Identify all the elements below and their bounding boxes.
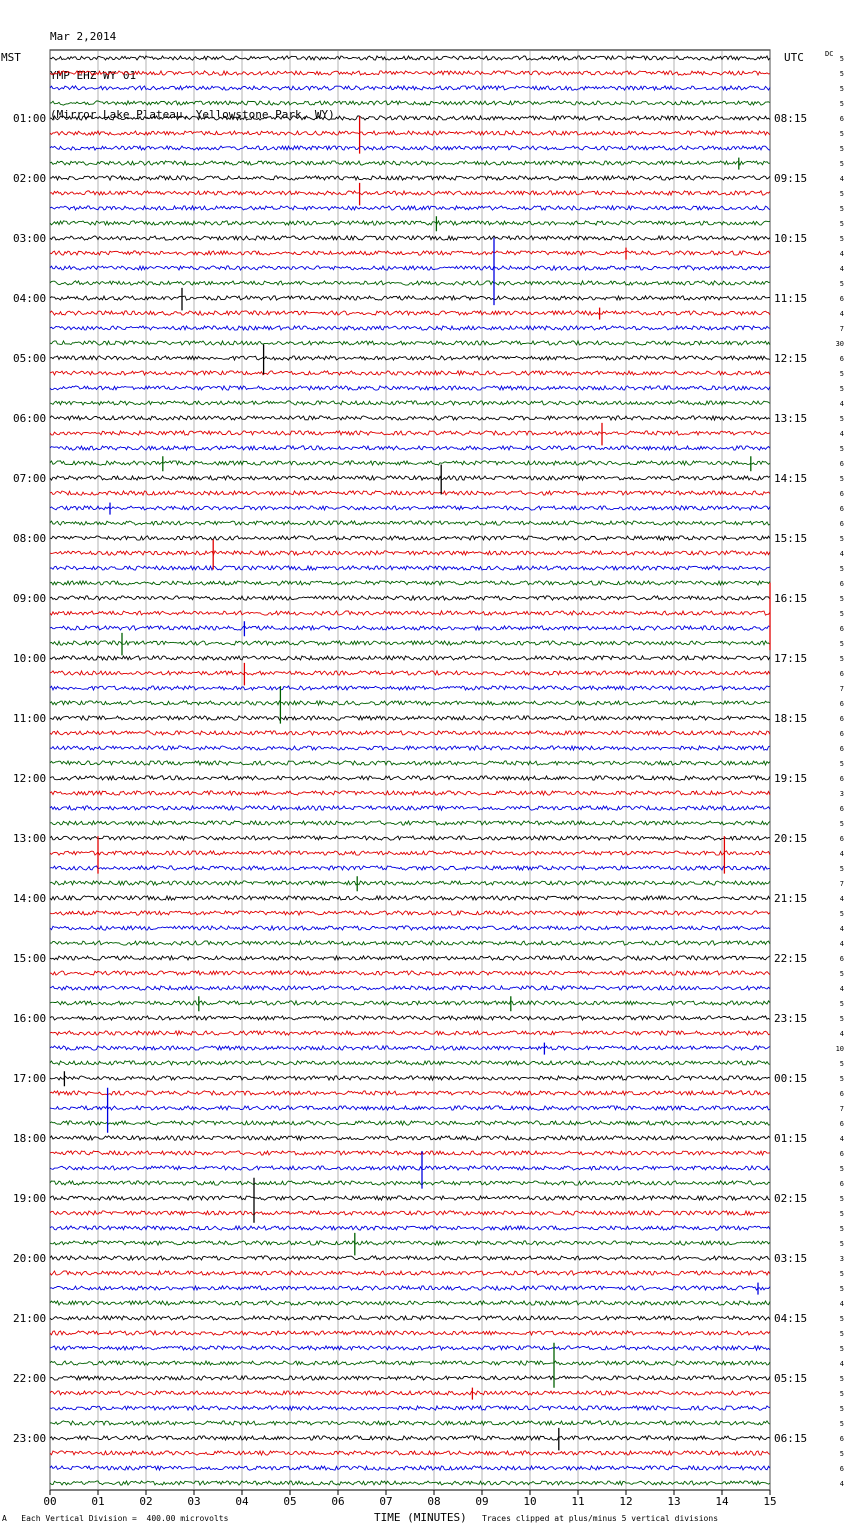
trace-row [50,566,770,570]
left-hour-label: 01:00 [13,112,47,125]
trace-row [50,296,770,300]
right-hour-label: 22:15 [774,952,808,965]
trace-row [50,926,770,930]
row-value-label: 5 [839,130,844,138]
trace-row [50,656,770,660]
trace-row [50,1061,770,1065]
left-hour-label: 10:00 [13,652,47,665]
row-value-label: 5 [839,85,844,93]
row-value-label: 5 [839,1315,844,1323]
trace-row [50,1031,770,1035]
row-value-label: 5 [839,385,844,393]
trace-row [50,176,770,180]
row-value-label: 5 [839,190,844,198]
row-value-label: 5 [839,1330,844,1338]
right-hour-label: 18:15 [774,712,808,725]
footer-scale-text: Each Vertical Division = 400.00 microvolts [21,1514,229,1523]
row-value-label: 30 [835,340,844,348]
trace-row [50,1376,770,1380]
trace-row [50,836,770,840]
row-value-label: 5 [839,1240,844,1248]
left-hour-label: 11:00 [13,712,47,725]
x-tick-label: 04 [235,1495,249,1508]
trace-row [50,1241,770,1245]
trace-row [50,986,770,990]
row-value-label: 5 [839,655,844,663]
row-value-label: 6 [839,805,844,813]
row-value-label: 4 [839,400,844,408]
row-value-label: 6 [839,1090,844,1098]
row-value-label: 6 [839,1120,844,1128]
right-hour-label: 01:15 [774,1132,808,1145]
x-tick-label: 06 [331,1495,345,1508]
right-hour-label: 09:15 [774,172,808,185]
row-value-label: 5 [839,1270,844,1278]
row-value-label: 4 [839,250,844,258]
row-value-label: 6 [839,1180,844,1188]
row-value-label: 5 [839,70,844,78]
left-hour-label: 16:00 [13,1012,47,1025]
trace-row [50,1436,770,1440]
header-station: YMP EHZ WY 01 [50,69,137,82]
x-tick-label: 09 [475,1495,489,1508]
trace-row [50,1331,770,1335]
right-hour-label: 13:15 [774,412,808,425]
row-value-label: 5 [839,1375,844,1383]
trace-row [50,491,770,495]
trace-row [50,86,770,90]
left-hour-label: 05:00 [13,352,47,365]
left-hour-label: 18:00 [13,1132,47,1145]
row-value-label: 4 [839,430,844,438]
left-hour-label: 06:00 [13,412,47,425]
trace-row [50,191,770,195]
trace-row [50,1286,770,1290]
x-tick-label: 02 [139,1495,153,1508]
trace-row [50,1136,770,1140]
row-value-label: 4 [839,175,844,183]
right-hour-label: 00:15 [774,1072,808,1085]
row-value-label: 5 [839,1420,844,1428]
trace-row [50,971,770,975]
x-tick-label: 00 [43,1495,57,1508]
trace-row [50,1316,770,1320]
trace-row [50,1226,770,1230]
row-value-label: 3 [839,1255,844,1263]
left-hour-label: 19:00 [13,1192,47,1205]
right-hour-label: 21:15 [774,892,808,905]
row-value-label: 4 [839,1360,844,1368]
trace-row [50,776,770,780]
trace-row [50,1406,770,1410]
x-tick-label: 05 [283,1495,297,1508]
row-value-label: 6 [839,115,844,123]
row-value-label: 3 [839,790,844,798]
trace-row [50,1271,770,1275]
row-value-label: 5 [839,235,844,243]
footer-clip-note: Traces clipped at plus/minus 5 vertical divisions [482,1514,719,1523]
row-value-label: 5 [839,1195,844,1203]
trace-row [50,431,770,435]
row-value-label: 4 [839,985,844,993]
right-hour-label: 06:15 [774,1432,808,1445]
trace-row [50,671,770,675]
row-value-label: 6 [839,625,844,633]
header-location: (Mirror Lake Plateau, Yellowstone Park, WY) [50,108,335,121]
row-value-label: 5 [839,1285,844,1293]
left-hour-label: 08:00 [13,532,47,545]
trace-row [50,71,770,75]
trace-row [50,416,770,420]
trace-row [50,866,770,870]
trace-row [50,1421,770,1425]
row-value-label: 5 [839,865,844,873]
trace-row [50,761,770,765]
trace-row [50,896,770,900]
trace-row [50,146,770,150]
row-value-label: 5 [839,1390,844,1398]
trace-row [50,791,770,795]
row-value-label: 6 [839,835,844,843]
right-hour-label: 23:15 [774,1012,808,1025]
trace-row [50,446,770,450]
row-value-label: 10 [835,1045,844,1053]
row-value-label: 5 [839,370,844,378]
trace-row [50,1481,770,1485]
row-value-label: 6 [839,505,844,513]
row-value-label: 6 [839,730,844,738]
trace-row [50,236,770,240]
trace-row [50,221,770,225]
left-hour-label: 14:00 [13,892,47,905]
trace-row [50,101,770,105]
row-value-label: 5 [839,1165,844,1173]
row-value-label: 4 [839,940,844,948]
row-value-label: 5 [839,535,844,543]
row-value-label: 7 [839,1105,844,1113]
trace-row [50,1256,770,1260]
row-value-label: 6 [839,775,844,783]
trace-row [50,1211,770,1215]
trace-row [50,266,770,270]
right-hour-label: 03:15 [774,1252,808,1265]
row-value-label: 4 [839,1480,844,1488]
trace-row [50,1181,770,1185]
trace-row [50,881,770,885]
trace-row [50,1196,770,1200]
row-value-label: 5 [839,415,844,423]
right-hour-label: 08:15 [774,112,808,125]
trace-row [50,1361,770,1365]
trace-row [50,821,770,825]
row-value-label: 4 [839,1135,844,1143]
trace-row [50,1151,770,1155]
trace-row [50,161,770,165]
trace-row [50,1166,770,1170]
trace-row [50,371,770,375]
trace-row [50,611,770,615]
left-hour-label: 12:00 [13,772,47,785]
trace-row [50,1106,770,1110]
left-timezone-label: MST [1,51,21,64]
row-value-label: 6 [839,460,844,468]
trace-row [50,356,770,360]
row-value-label: 7 [839,685,844,693]
x-tick-label: 15 [763,1495,777,1508]
row-value-label: 5 [839,1225,844,1233]
trace-row [50,251,770,255]
x-tick-label: 11 [571,1495,585,1508]
row-value-label: 5 [839,1000,844,1008]
row-value-label: 6 [839,1435,844,1443]
right-hour-label: 02:15 [774,1192,808,1205]
row-value-label: 5 [839,205,844,213]
dc-label: DC [825,50,834,58]
right-hour-label: 17:15 [774,652,808,665]
row-value-label: 4 [839,925,844,933]
trace-row [50,596,770,600]
trace-row [50,461,770,465]
trace-row [50,941,770,945]
right-hour-label: 12:15 [774,352,808,365]
left-hour-label: 03:00 [13,232,47,245]
row-value-label: 6 [839,520,844,528]
trace-row [50,536,770,540]
left-hour-label: 23:00 [13,1432,47,1445]
trace-row [50,131,770,135]
x-tick-label: 13 [667,1495,681,1508]
row-value-label: 5 [839,1210,844,1218]
trace-row [50,1001,770,1005]
footer-mark: A [2,1514,7,1523]
trace-row [50,206,770,210]
row-value-label: 6 [839,490,844,498]
x-tick-label: 10 [523,1495,537,1508]
row-value-label: 7 [839,880,844,888]
row-value-label: 5 [839,610,844,618]
left-hour-label: 20:00 [13,1252,47,1265]
row-value-label: 5 [839,1450,844,1458]
row-value-label: 4 [839,550,844,558]
x-tick-label: 03 [187,1495,201,1508]
x-tick-label: 14 [715,1495,729,1508]
row-value-label: 5 [839,565,844,573]
trace-row [50,506,770,510]
row-value-label: 4 [839,895,844,903]
row-value-label: 6 [839,580,844,588]
header-date: Mar 2,2014 [50,30,117,43]
row-value-label: 5 [839,595,844,603]
trace-row [50,401,770,405]
row-value-label: 5 [839,100,844,108]
row-value-label: 5 [839,1015,844,1023]
trace-row [50,1091,770,1095]
row-value-label: 5 [839,145,844,153]
row-value-label: 6 [839,955,844,963]
row-value-label: 4 [839,850,844,858]
right-timezone-label: UTC [784,51,804,64]
trace-row [50,476,770,480]
row-value-label: 6 [839,745,844,753]
trace-group [50,56,770,1485]
x-tick-label: 07 [379,1495,393,1508]
row-value-label: 5 [839,640,844,648]
trace-row [50,956,770,960]
row-value-label: 5 [839,55,844,63]
left-hour-label: 02:00 [13,172,47,185]
row-value-label: 5 [839,820,844,828]
right-hour-label: 14:15 [774,472,808,485]
row-value-label: 5 [839,910,844,918]
trace-row [50,341,770,345]
trace-row [50,551,770,555]
trace-row [50,641,770,645]
row-value-label: 4 [839,1300,844,1308]
trace-row [50,1346,770,1350]
trace-row [50,686,770,690]
right-hour-label: 11:15 [774,292,808,305]
row-value-label: 4 [839,310,844,318]
right-hour-label: 15:15 [774,532,808,545]
trace-row [50,1121,770,1125]
left-hour-label: 13:00 [13,832,47,845]
row-value-label: 4 [839,1030,844,1038]
trace-row [50,701,770,705]
trace-row [50,281,770,285]
row-value-label: 4 [839,265,844,273]
spike-group [64,116,770,1450]
trace-row [50,1076,770,1080]
trace-row [50,1451,770,1455]
left-hour-label: 17:00 [13,1072,47,1085]
x-tick-label: 12 [619,1495,633,1508]
row-value-label: 5 [839,1060,844,1068]
row-value-label: 7 [839,325,844,333]
trace-row [50,716,770,720]
x-axis-title: TIME (MINUTES) [374,1511,467,1524]
trace-row [50,56,770,60]
trace-row [50,806,770,810]
trace-row [50,1046,770,1050]
trace-row [50,1391,770,1395]
left-hour-label: 22:00 [13,1372,47,1385]
row-value-label: 5 [839,475,844,483]
trace-row [50,911,770,915]
right-hour-label: 20:15 [774,832,808,845]
row-value-label: 5 [839,280,844,288]
trace-row [50,731,770,735]
row-value-label: 6 [839,355,844,363]
trace-row [50,326,770,330]
row-value-label: 5 [839,760,844,768]
x-tick-label: 01 [91,1495,105,1508]
trace-row [50,581,770,585]
row-value-label: 5 [839,160,844,168]
footer-scale-note [2,1514,228,1523]
row-value-label: 6 [839,1465,844,1473]
right-hour-label: 10:15 [774,232,808,245]
trace-row [50,521,770,525]
trace-row [50,386,770,390]
left-hour-label: 04:00 [13,292,47,305]
trace-row [50,116,770,120]
right-hour-label: 05:15 [774,1372,808,1385]
right-hour-label: 04:15 [774,1312,808,1325]
row-value-label: 6 [839,700,844,708]
left-hour-label: 21:00 [13,1312,47,1325]
row-value-label: 6 [839,715,844,723]
row-value-label: 5 [839,970,844,978]
left-hour-label: 09:00 [13,592,47,605]
trace-row [50,746,770,750]
row-value-label: 5 [839,1345,844,1353]
row-value-label: 6 [839,1150,844,1158]
trace-row [50,1016,770,1020]
right-hour-label: 16:15 [774,592,808,605]
row-value-label: 5 [839,445,844,453]
left-hour-label: 15:00 [13,952,47,965]
row-value-label: 6 [839,295,844,303]
row-value-label: 5 [839,220,844,228]
trace-row [50,1301,770,1305]
x-tick-label: 08 [427,1495,441,1508]
trace-row [50,1466,770,1470]
row-value-label: 6 [839,670,844,678]
right-hour-label: 19:15 [774,772,808,785]
row-value-label: 5 [839,1405,844,1413]
trace-row [50,626,770,630]
trace-row [50,851,770,855]
left-hour-label: 07:00 [13,472,47,485]
row-value-label: 5 [839,1075,844,1083]
trace-row [50,311,770,315]
